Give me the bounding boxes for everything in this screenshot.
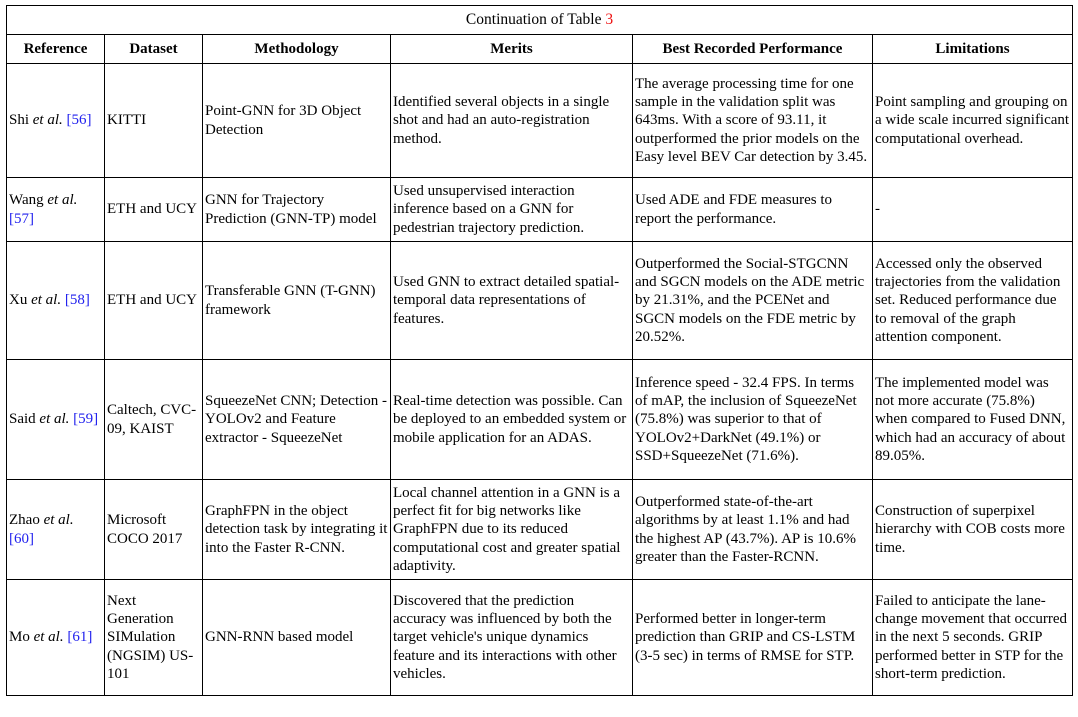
table-row	[7, 580, 1073, 696]
performance-cell: Outperformed the Social-STGCNN and SGCN models on the ADE metric by 21.31%, and the PCENet and SGCN models on the FDE metric by 20.52%.	[633, 242, 873, 360]
merits-cell: Local channel attention in a GNN is a perfect fit for big networks like GraphFPN due to its reduced computational cost and greater spatial adaptivity.	[391, 480, 633, 580]
citation-link[interactable]: [57]	[9, 210, 34, 227]
methodology-cell: GNN-RNN based model	[203, 580, 391, 696]
ref-author: Shi	[9, 112, 30, 129]
header-limitations: Limitations	[873, 35, 1073, 64]
performance-cell: Used ADE and FDE measures to report the performance.	[633, 178, 873, 242]
reference-cell	[7, 178, 105, 242]
continuation-table	[6, 5, 1073, 696]
dataset-cell: ETH and UCY	[105, 178, 203, 242]
limitations-cell: -	[873, 178, 1073, 242]
methodology-cell: GNN for Trajectory Prediction (GNN-TP) model	[203, 178, 391, 242]
ref-author: Xu	[9, 292, 28, 309]
caption-text: Continuation of Table	[465, 10, 606, 28]
table-row	[7, 242, 1073, 360]
ref-etal: et al.	[47, 192, 78, 209]
ref-author: Wang	[9, 192, 44, 209]
citation-link[interactable]: [58]	[64, 292, 90, 309]
reference-cell	[7, 242, 105, 360]
citation-link[interactable]: [56]	[66, 112, 92, 129]
citation-link[interactable]: [61]	[67, 629, 93, 646]
dataset-cell: ETH and UCY	[105, 242, 203, 360]
table-row	[7, 64, 1073, 178]
header-row	[7, 35, 1073, 64]
performance-cell: Outperformed state-of-the-art algorithms by at least 1.1% and had the highest AP (43.7%). AP is 10.6% greater than the Faster-RCNN.	[633, 480, 873, 580]
methodology-cell: Transferable GNN (T-GNN) framework	[203, 242, 391, 360]
header-dataset: Dataset	[105, 35, 203, 64]
reference-cell	[7, 64, 105, 178]
header-performance: Best Recorded Performance	[633, 35, 873, 64]
citation-link[interactable]: [59]	[73, 411, 99, 428]
limitations-cell: The implemented model was not more accurate (75.8%) when compared to Fused DNN, which had an accuracy of about 89.05%.	[873, 360, 1073, 480]
table-row	[7, 178, 1073, 242]
merits-cell: Used unsupervised interaction inference based on a GNN for pedestrian trajectory prediction.	[391, 178, 633, 242]
methodology-cell: GraphFPN in the object detection task by integrating it into the Faster R-CNN.	[203, 480, 391, 580]
methodology-cell: SqueezeNet CNN; Detection - YOLOv2 and Feature extractor - SqueezeNet	[203, 360, 391, 480]
table-row	[7, 360, 1073, 480]
merits-cell: Real-time detection was possible. Can be deployed to an embedded system or mobile application for an ADAS.	[391, 360, 633, 480]
caption-row	[7, 6, 1073, 35]
dataset-cell: Microsoft COCO 2017	[105, 480, 203, 580]
methodology-cell: Point-GNN for 3D Object Detection	[203, 64, 391, 178]
dataset-cell: Caltech, CVC-09, KAIST	[105, 360, 203, 480]
limitations-cell: Accessed only the observed trajectories from the validation set. Reduced performance due to removal of the graph attention component.	[873, 242, 1073, 360]
table-caption	[7, 6, 1073, 35]
header-methodology: Methodology	[203, 35, 391, 64]
ref-etal: et al.	[39, 411, 70, 428]
limitations-cell: Failed to anticipate the lane-change movement that occurred in the next 5 seconds. GRIP performed better in STP for the short-term prediction.	[873, 580, 1073, 696]
header-reference: Reference	[7, 35, 105, 64]
merits-cell: Discovered that the prediction accuracy was influenced by both the target vehicle's unique dynamics feature and its interactions with other vehicles.	[391, 580, 633, 696]
dataset-cell: Next Generation SIMulation (NGSIM) US-101	[105, 580, 203, 696]
merits-cell: Used GNN to extract detailed spatial-temporal data representations of features.	[391, 242, 633, 360]
performance-cell: Performed better in longer-term prediction than GRIP and CS-LSTM (3-5 sec) in terms of RMSE for STP.	[633, 580, 873, 696]
ref-author: Zhao	[9, 512, 40, 529]
citation-link[interactable]: [60]	[9, 530, 34, 547]
table-row	[7, 480, 1073, 580]
header-merits: Merits	[391, 35, 633, 64]
performance-cell: The average processing time for one sample in the validation split was 643ms. With a score of 93.11, it outperformed the prior models on the Easy level BEV Car detection by 3.45.	[633, 64, 873, 178]
ref-author: Mo	[9, 629, 30, 646]
reference-cell	[7, 360, 105, 480]
ref-author: Said	[9, 411, 36, 428]
limitations-cell: Construction of superpixel hierarchy with COB costs more time.	[873, 480, 1073, 580]
merits-cell: Identified several objects in a single shot and had an auto-registration method.	[391, 64, 633, 178]
table-number-link[interactable]: 3	[605, 10, 614, 28]
ref-etal: et al.	[31, 292, 62, 309]
dataset-cell: KITTI	[105, 64, 203, 178]
ref-etal: et al.	[32, 112, 63, 129]
reference-cell	[7, 580, 105, 696]
ref-etal: et al.	[33, 629, 64, 646]
performance-cell: Inference speed - 32.4 FPS. In terms of mAP, the inclusion of SqueezeNet (75.8%) was superior to that of YOLOv2+DarkNet (49.1%) or SSD+SqueezeNet (71.6%).	[633, 360, 873, 480]
ref-etal: et al.	[43, 512, 74, 529]
limitations-cell: Point sampling and grouping on a wide scale incurred significant computational overhead.	[873, 64, 1073, 178]
reference-cell	[7, 480, 105, 580]
